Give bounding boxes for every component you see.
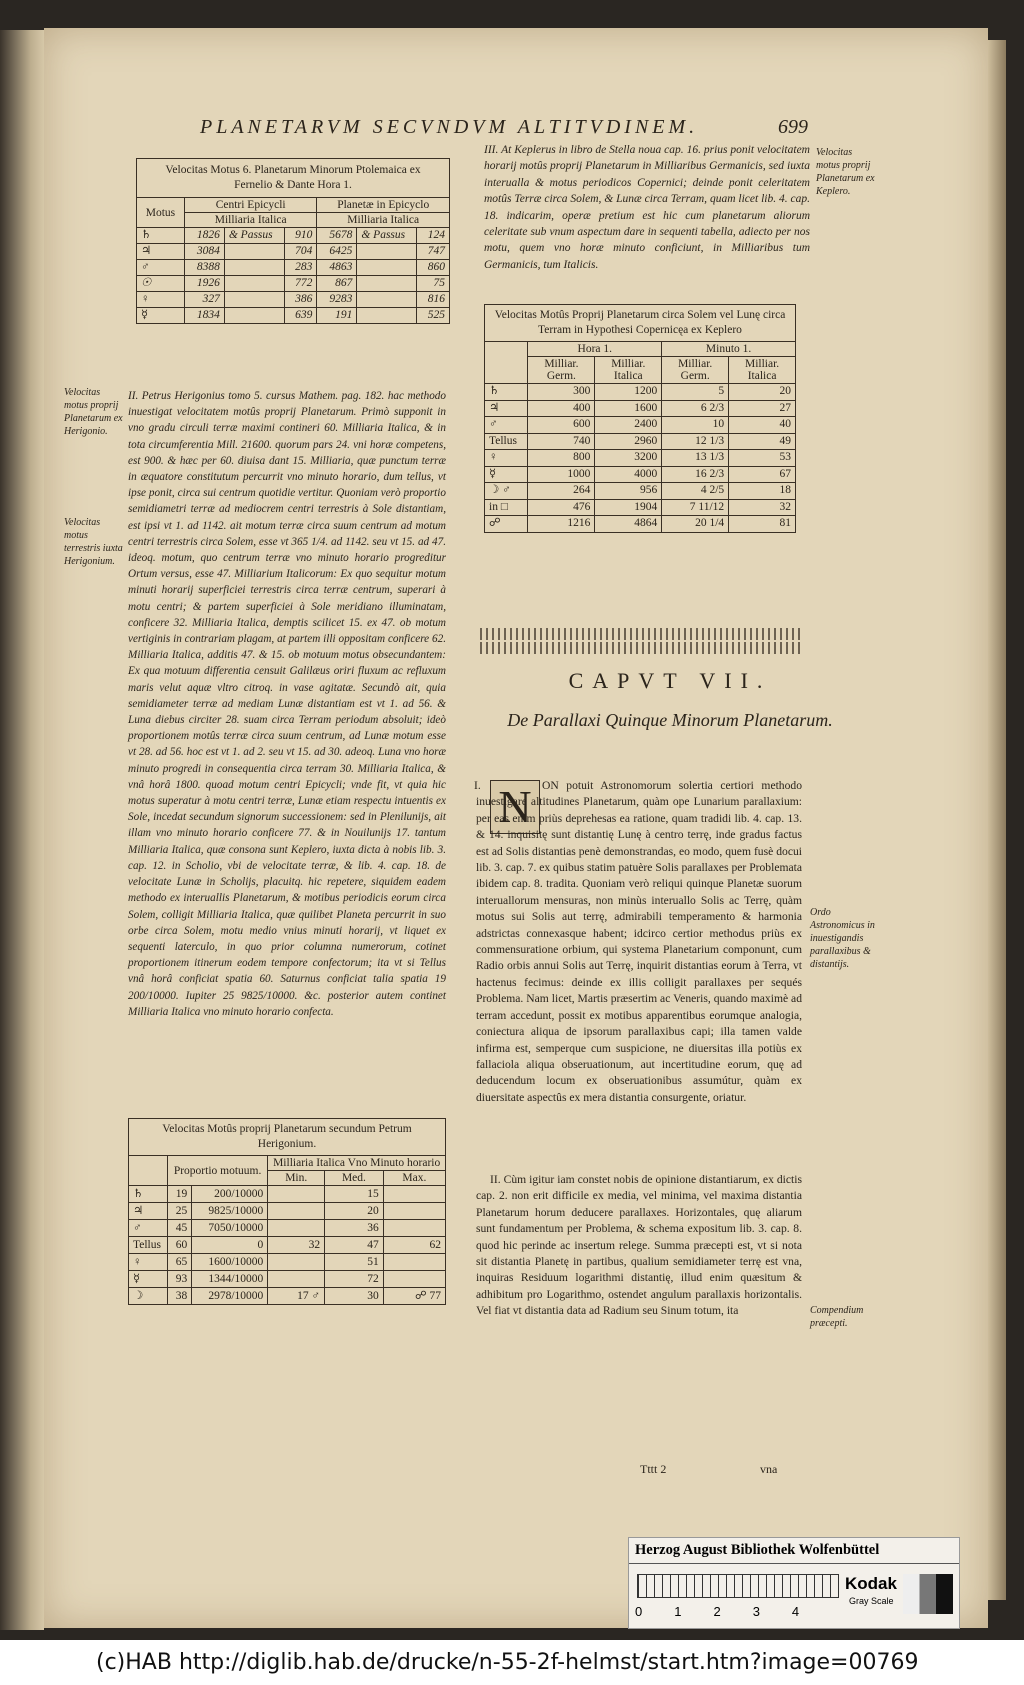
table-row — [137, 292, 450, 308]
ornament-band-2 — [480, 642, 800, 654]
table-cell: 1600 — [595, 400, 662, 417]
table-cell: 72 — [325, 1271, 384, 1288]
table-cell: 1834 — [184, 308, 224, 324]
table-cell: 816 — [417, 292, 450, 308]
table-cell: 9283 — [317, 292, 357, 308]
table-cell: 36 — [325, 1220, 384, 1237]
signature-mark: Tttt 2 — [640, 1462, 667, 1476]
table-row — [137, 260, 450, 276]
table-cell: ♃ — [129, 1203, 168, 1220]
chapter-subtitle: De Parallaxi Quinque Minorum Planetarum. — [507, 710, 833, 730]
table-cell: 4864 — [595, 516, 662, 533]
table-cell: ♃ — [485, 400, 528, 417]
table-cell: 3200 — [595, 450, 662, 467]
table-cell: 60 — [167, 1237, 191, 1254]
table-cell: in □ — [485, 499, 528, 516]
table3-h-min: Min. — [268, 1171, 325, 1186]
chapter-title: CAPVT VII. — [568, 668, 772, 693]
table-row — [129, 1186, 446, 1203]
table3-h-med: Med. — [325, 1171, 384, 1186]
table-cell — [383, 1203, 445, 1220]
table-cell: ♄ — [137, 228, 185, 244]
table-cell: 4000 — [595, 466, 662, 483]
table-cell: 93 — [167, 1271, 191, 1288]
table-cell: 300 — [528, 384, 595, 401]
margin-note-compendium: Compendium præcepti. — [810, 1305, 864, 1329]
table-row — [137, 308, 450, 324]
table-cell: 18 — [729, 483, 796, 500]
table1-h-sub1: Milliaria Italica — [184, 213, 317, 228]
table-cell: 956 — [595, 483, 662, 500]
table-row — [485, 400, 796, 417]
table-cell: ♀ — [137, 292, 185, 308]
table-cell: ☿ — [485, 466, 528, 483]
table-cell: 19 — [167, 1186, 191, 1203]
table-cell: 12 1/3 — [662, 433, 729, 450]
table1-h-motus: Motus — [137, 198, 185, 228]
table-cell: 20 — [729, 384, 796, 401]
table-cell: 2978/10000 — [192, 1288, 268, 1305]
table-cell: 1200 — [595, 384, 662, 401]
table2-h-c3: Milliar. Germ. — [662, 357, 729, 384]
table-cell: ☍ — [485, 516, 528, 533]
margin-note-kepler: Velocitas motus proprij Planetarum ex Keplero. — [816, 147, 875, 197]
table-cell: 25 — [167, 1203, 191, 1220]
table-row — [137, 228, 450, 244]
table-cell: 4 2/5 — [662, 483, 729, 500]
paragraph-herigonius: II. Petrus Herigonius tomo 5. cursus Mathem. pag. 182. hac methodo inuestigat velocitatem motûs proprij Planetarum. Primò supponit in vno gradu circuli terræ maximi contineri 60. Milliaria Italica, & in tota circumferentia Mill. 21600. quorum pars 24. vni horæ competens, est 900. & hæc per 60. diuisa dant 15. Milliaria, quæ punctum terræ in æquatore constitutum percurrit vno minuto horario, dum tellus, vt ipse ponit, circa sui centrum quotidie vertitur. Quoniam verò proportio semidiametri terræ ad mediocrem centri terrestris à Sole distantiam, est ipsi vt 1. ad 1142. ait motum terræ circa suum centrum ad motum centri terrestris circa Solem, esse vt 365 1/4. ad 1142. seu vt 15. ad 47. ideoq. motum, quo centrum terræ vno minuto horario progreditur Ortum versus, esse 47. Milliarium Italicorum: Ex quo sequitur motum minuti horarij superficiei terrestris circa terræ centrum, superari à motu centri; & partem superficiei à Sole meridiano illuminatam, conficere 32. Milliaria Italica, demptis scilicet 15. ex 47. ob motum vertiginis in contrariam plagam, at partem illi oppositam conficere 62. Milliaria Italica, additis 47. & 15. ob motuum motus obsecundantem: Ex qua motuum differentia censuit Galilæus oriri fluxum ac refluxum maris velut aquæ vltro citroq. in vase agitatæ. Secundò ait, quia semidiameter terræ ad mediam Lunæ distantiam est vt 1. ad 56. & Luna diebus circiter 28. suam circa Terram periodum absoluit; ideò proportionem motûs terræ circa suum centrum, ad Lunæ motum esse vt 28. ad 56. hoc est vt 1. ad 2. seu vt 15. ad 30. adeoq. Luna vno horæ minuto progredi in consequentia circa terram 30. Milliaria Italica, & vnâ horâ 1800. quoad motum centri Epicycli; vnde fit, vt quia hic motus superatur à motu centri terræ, Lunæ etiam respectu intuentis ex Sole, incedat secundum signorum successionem: sed in Plenilunijs, ait illam vno minuto horario conficere 77. & in Nouilunijs 17. tantum Milliaria Italica, quæ consona sunt Keplero, iuxta dicta à nobis lib. 3. cap. 12. in Scholio, vbi de velocitate terræ, & lib. 4. cap. 18. de velocitate Lunæ in Scholijs, placuitq. hic repetere, siquidem eadem methodo ex interuallis Planetarum, & motibus periodicis eorum circa Solem, colligit Milliaria Italica, quæ quilibet Planeta percurrit in suo orbe circa Solem, motu medio vnius minuti horarij, vt liquet ex sequenti laterculo, in quo prior columna numerorum, cotinet proportionem itinerum eodem tempore confectorum; ita vt si Tellus vnâ horâ conficiat spatia 60. Saturnus conficiat talia spatia 19 200/10000. Iupiter 25 9825/10000. &c. posterior autem continet Milliaria Italica vno minuto horario confecta. — [128, 390, 446, 1018]
table-herigonius-velocity — [128, 1118, 446, 1305]
table-cell: 1826 — [184, 228, 224, 244]
table-cell: 32 — [268, 1237, 325, 1254]
table-cell: 191 — [317, 308, 357, 324]
table-cell: 65 — [167, 1254, 191, 1271]
table1-h-centri: Centri Epicycli — [184, 198, 317, 213]
table-cell: 6 2/3 — [662, 400, 729, 417]
table-cell — [357, 292, 417, 308]
table3-h-prop: Proportio motuum. — [167, 1156, 267, 1186]
table2-h-hora: Hora 1. — [528, 342, 662, 357]
table-cell — [268, 1271, 325, 1288]
table3-caption: Velocitas Motûs proprij Planetarum secundum Petrum Herigonium. — [129, 1119, 446, 1156]
table-cell: 327 — [184, 292, 224, 308]
table-cell: 8388 — [184, 260, 224, 276]
table-cell: 1344/10000 — [192, 1271, 268, 1288]
table-row — [129, 1288, 446, 1305]
table-cell: ♃ — [137, 244, 185, 260]
table1-caption: Velocitas Motus 6. Planetarum Minorum Ptolemaica ex Fernelio & Dante Hora 1. — [137, 159, 450, 198]
table-cell: 53 — [729, 450, 796, 467]
table-kepler-velocity — [484, 304, 796, 533]
drop-capital: N — [490, 780, 540, 834]
table-cell: Tellus — [129, 1237, 168, 1254]
table-cell: ☿ — [137, 308, 185, 324]
table-row — [129, 1254, 446, 1271]
table-cell: 81 — [729, 516, 796, 533]
table-cell: 704 — [284, 244, 317, 260]
table-cell: 860 — [417, 260, 450, 276]
library-name: Herzog August Bibliothek Wolfenbüttel — [629, 1538, 959, 1564]
table-cell — [383, 1271, 445, 1288]
table-cell — [224, 244, 284, 260]
table-cell: 67 — [729, 466, 796, 483]
paragraph-number-1: I. — [474, 780, 481, 792]
table-cell: 7050/10000 — [192, 1220, 268, 1237]
margin-note-ordo: Ordo Astronomicus in inuestigandis parallaxibus & distantijs. — [810, 907, 875, 970]
table-cell: ♀ — [485, 450, 528, 467]
table-cell: 867 — [317, 276, 357, 292]
table-cell: 3084 — [184, 244, 224, 260]
table-cell — [224, 260, 284, 276]
table-cell: 38 — [167, 1288, 191, 1305]
table-row — [129, 1271, 446, 1288]
table-cell: 124 — [417, 228, 450, 244]
table-cell — [268, 1186, 325, 1203]
table2-h-c1: Milliar. Germ. — [528, 357, 595, 384]
table2-h-c4: Milliar. Italica — [729, 357, 796, 384]
table-cell: 772 — [284, 276, 317, 292]
table-cell: 1216 — [528, 516, 595, 533]
table-row — [485, 466, 796, 483]
paragraph-parallax-2: II. Cùm igitur iam constet nobis de opinione distantiarum, ex dictis cap. 2. non erit difficile ex media, vel minima, vel maxima distantia Planetarum horum deducere parallaxes. Horizontales, quę aliarum sunt fundamentum per Problema, & schema expositum lib. 3. cap. 8. quod hic perinde ac insertum relege. Summa præcepti est, vt si nota sit distantia Planetę in partibus, qualium semidiameter terrę est vna, inquiras Residuum logarithmi distantię, illud enim quæsitum & adhibitum pro Logarithmo, ostendet angulum parallaxis horizontalis. Vel fiat vt distantia data ad Radium seu Sinum totum, ita — [476, 1173, 802, 1318]
table-cell: ☽ — [129, 1288, 168, 1305]
table1-h-planetae: Planetæ in Epicyclo — [317, 198, 450, 213]
table-cell: 200/10000 — [192, 1186, 268, 1203]
table-cell: 62 — [383, 1237, 445, 1254]
table-cell: ♂ — [137, 260, 185, 276]
table-cell: 0 — [192, 1237, 268, 1254]
table-cell: 639 — [284, 308, 317, 324]
table3-h-max: Max. — [383, 1171, 445, 1186]
table-cell: 400 — [528, 400, 595, 417]
table-cell: 75 — [417, 276, 450, 292]
ornament-band-1 — [480, 628, 800, 640]
gray-scale-label: Gray Scale — [849, 1596, 894, 1606]
table-cell: 13 1/3 — [662, 450, 729, 467]
table-cell — [357, 244, 417, 260]
table-row — [129, 1203, 446, 1220]
table-cell: ♂ — [129, 1220, 168, 1237]
footer-credit: (c)HAB http://diglib.hab.de/drucke/n-55-2f-helmst/start.htm?image=00769 — [0, 1640, 1024, 1685]
color-target-card — [628, 1537, 960, 1629]
scale-numbers: 01234 — [635, 1604, 832, 1619]
table3-h-mil: Milliaria Italica Vno Minuto horario — [268, 1156, 446, 1171]
table-cell: 7 11/12 — [662, 499, 729, 516]
table-row — [485, 433, 796, 450]
table-cell: ☍ 77 — [383, 1288, 445, 1305]
table-row — [485, 483, 796, 500]
table-cell: 51 — [325, 1254, 384, 1271]
kodak-logo: Kodak — [845, 1574, 897, 1593]
table-row — [485, 450, 796, 467]
table-cell: 283 — [284, 260, 317, 276]
table-cell: 2400 — [595, 417, 662, 434]
table-cell — [268, 1220, 325, 1237]
table-cell — [268, 1203, 325, 1220]
catchword: vna — [760, 1462, 778, 1476]
table-row — [485, 499, 796, 516]
table-cell: 30 — [325, 1288, 384, 1305]
table-cell: ☉ — [137, 276, 185, 292]
table2-caption: Velocitas Motûs Proprij Planetarum circa Solem vel Lunę circa Terram in Hypothesi Copernicęa ex Keplero — [485, 305, 796, 342]
table-cell: 6425 — [317, 244, 357, 260]
paragraph-parallax-1: ON potuit Astronomorum solertia certiori methodo inuestigare altitudines Planetarum, quàm ope Lunarium parallaxium: per eas enim priùs deprehesas ea ratione, quam tradidi lib. 4. cap. 13. & 14. inquisitę sunt distantię Lunę à centro terrę, inde gradus factus est ad Solis distantias penè demonstrandas, eo modo, quem fusè docui lib. 3. cap. 7. ex quibus statim patuère Solis parallaxes per Problemata ibidem cap. 8. tradita. Quoniam verò reliqui quinque Planetæ suorum interuallorum mensuras, non minùs interuallo Solis ac Terrę, quàm motus sui Solis aut terrę, admirabili temperamento & harmonia adstrictas connexasque habent; idcirco certior methodus priùs ex commensuratione orbium, qui systema Planetarium componunt, cum Radio orbis annui Solis aut Terrę, inquirit distantias eorum à Terra, vt hactenus fecimus: deinde ex illis colligit parallaxes per sequés Problema. Nam licet, Martis præsertim ac Veneris, quando maximè ad terram accedunt, possit ex motibus apparentibus eorumque analogia, coniectura aliqua de ipsorum parallaxibus capi; illa tamen valde infirma est, semperque cum suspicione, ne diuersitas illa potiùs ex fallaciola aliqua obseruationum, aut incertitudine eorum, quę ad deducendum locum ex obseruationibus assumútur, quàm ex diuersitate aspectûs ex mera distantia consurgente, oriatur. — [476, 779, 802, 1104]
table-cell — [357, 276, 417, 292]
table-cell: 27 — [729, 400, 796, 417]
table-cell: & Passus — [224, 228, 284, 244]
table-cell: 5 — [662, 384, 729, 401]
table-cell — [383, 1254, 445, 1271]
table-cell: 45 — [167, 1220, 191, 1237]
table-cell — [268, 1254, 325, 1271]
table-cell: 49 — [729, 433, 796, 450]
table-cell: 17 ♂ — [268, 1288, 325, 1305]
table-cell: 47 — [325, 1237, 384, 1254]
table-cell: 476 — [528, 499, 595, 516]
table1-h-sub2: Milliaria Italica — [317, 213, 450, 228]
table-cell: 525 — [417, 308, 450, 324]
table-cell — [224, 308, 284, 324]
table2-h-c2: Milliar. Italica — [595, 357, 662, 384]
table-row — [137, 276, 450, 292]
table-cell: 16 2/3 — [662, 466, 729, 483]
page-number: 699 — [778, 116, 808, 138]
table-row — [129, 1237, 446, 1254]
table-cell — [357, 308, 417, 324]
table-cell: 910 — [284, 228, 317, 244]
table-cell — [224, 292, 284, 308]
table-cell — [383, 1186, 445, 1203]
margin-note-terra: Velocitas motus terrestris iuxta Herigonium. — [64, 517, 123, 567]
table-cell: 20 1/4 — [662, 516, 729, 533]
table-cell: ♄ — [485, 384, 528, 401]
table2-h-minuto: Minuto 1. — [662, 342, 796, 357]
paragraph-kepler-intro: III. At Keplerus in libro de Stella noua cap. 16. prius ponit velocitatem horarij motûs proprij Planetarum in Milliaribus Germanicis, sed iuxta interualla & motus periodicos Copernici; deinde ponit celeritatem motûs Terræ circa Solem, & Lunæ circa Terram, quam licet lib. 4. cap. 18. indicarim, operæ pretium est hic cum planetarum aliorum celeritate sub vnum aspectum dare in sequenti tabella, adiecto per nos motu, quem vno horæ minuto conficiunt, in Milliaribus tum Germanicis, tum Italicis. — [484, 144, 810, 271]
table-row — [137, 244, 450, 260]
table-cell — [383, 1220, 445, 1237]
table-cell: 1904 — [595, 499, 662, 516]
table-cell: Tellus — [485, 433, 528, 450]
table-ptolemaic-velocity — [136, 158, 450, 324]
table-cell: 40 — [729, 417, 796, 434]
scale-ruler — [637, 1574, 839, 1598]
table-cell: 600 — [528, 417, 595, 434]
table-cell: 747 — [417, 244, 450, 260]
table-row — [485, 417, 796, 434]
page-fore-edge — [988, 40, 1006, 1600]
table-cell: ♄ — [129, 1186, 168, 1203]
table-cell: & Passus — [357, 228, 417, 244]
running-head: PLANETARVM SECVNDVM ALTITVDINEM. — [200, 116, 699, 138]
table-cell: 1600/10000 — [192, 1254, 268, 1271]
table-cell — [224, 276, 284, 292]
gray-swatch — [903, 1574, 953, 1614]
table-cell: 264 — [528, 483, 595, 500]
table-cell: 1000 — [528, 466, 595, 483]
table-cell: 740 — [528, 433, 595, 450]
table-cell: ♀ — [129, 1254, 168, 1271]
table-cell: ☿ — [129, 1271, 168, 1288]
table-cell: 32 — [729, 499, 796, 516]
table-cell: 2960 — [595, 433, 662, 450]
table-row — [485, 516, 796, 533]
table-row — [485, 384, 796, 401]
facing-page-edge — [0, 30, 44, 1630]
table-cell: 10 — [662, 417, 729, 434]
table-cell: ♂ — [485, 417, 528, 434]
table-cell: 386 — [284, 292, 317, 308]
table-cell: 9825/10000 — [192, 1203, 268, 1220]
table-cell: 800 — [528, 450, 595, 467]
table-cell: 5678 — [317, 228, 357, 244]
table-cell: 4863 — [317, 260, 357, 276]
table-row — [129, 1220, 446, 1237]
margin-note-herigonius: Velocitas motus proprij Planetarum ex Herigonio. — [64, 387, 123, 437]
table-cell: 1926 — [184, 276, 224, 292]
table-cell — [357, 260, 417, 276]
table-cell: ☽ ♂ — [485, 483, 528, 500]
table-cell: 15 — [325, 1186, 384, 1203]
table-cell: 20 — [325, 1203, 384, 1220]
